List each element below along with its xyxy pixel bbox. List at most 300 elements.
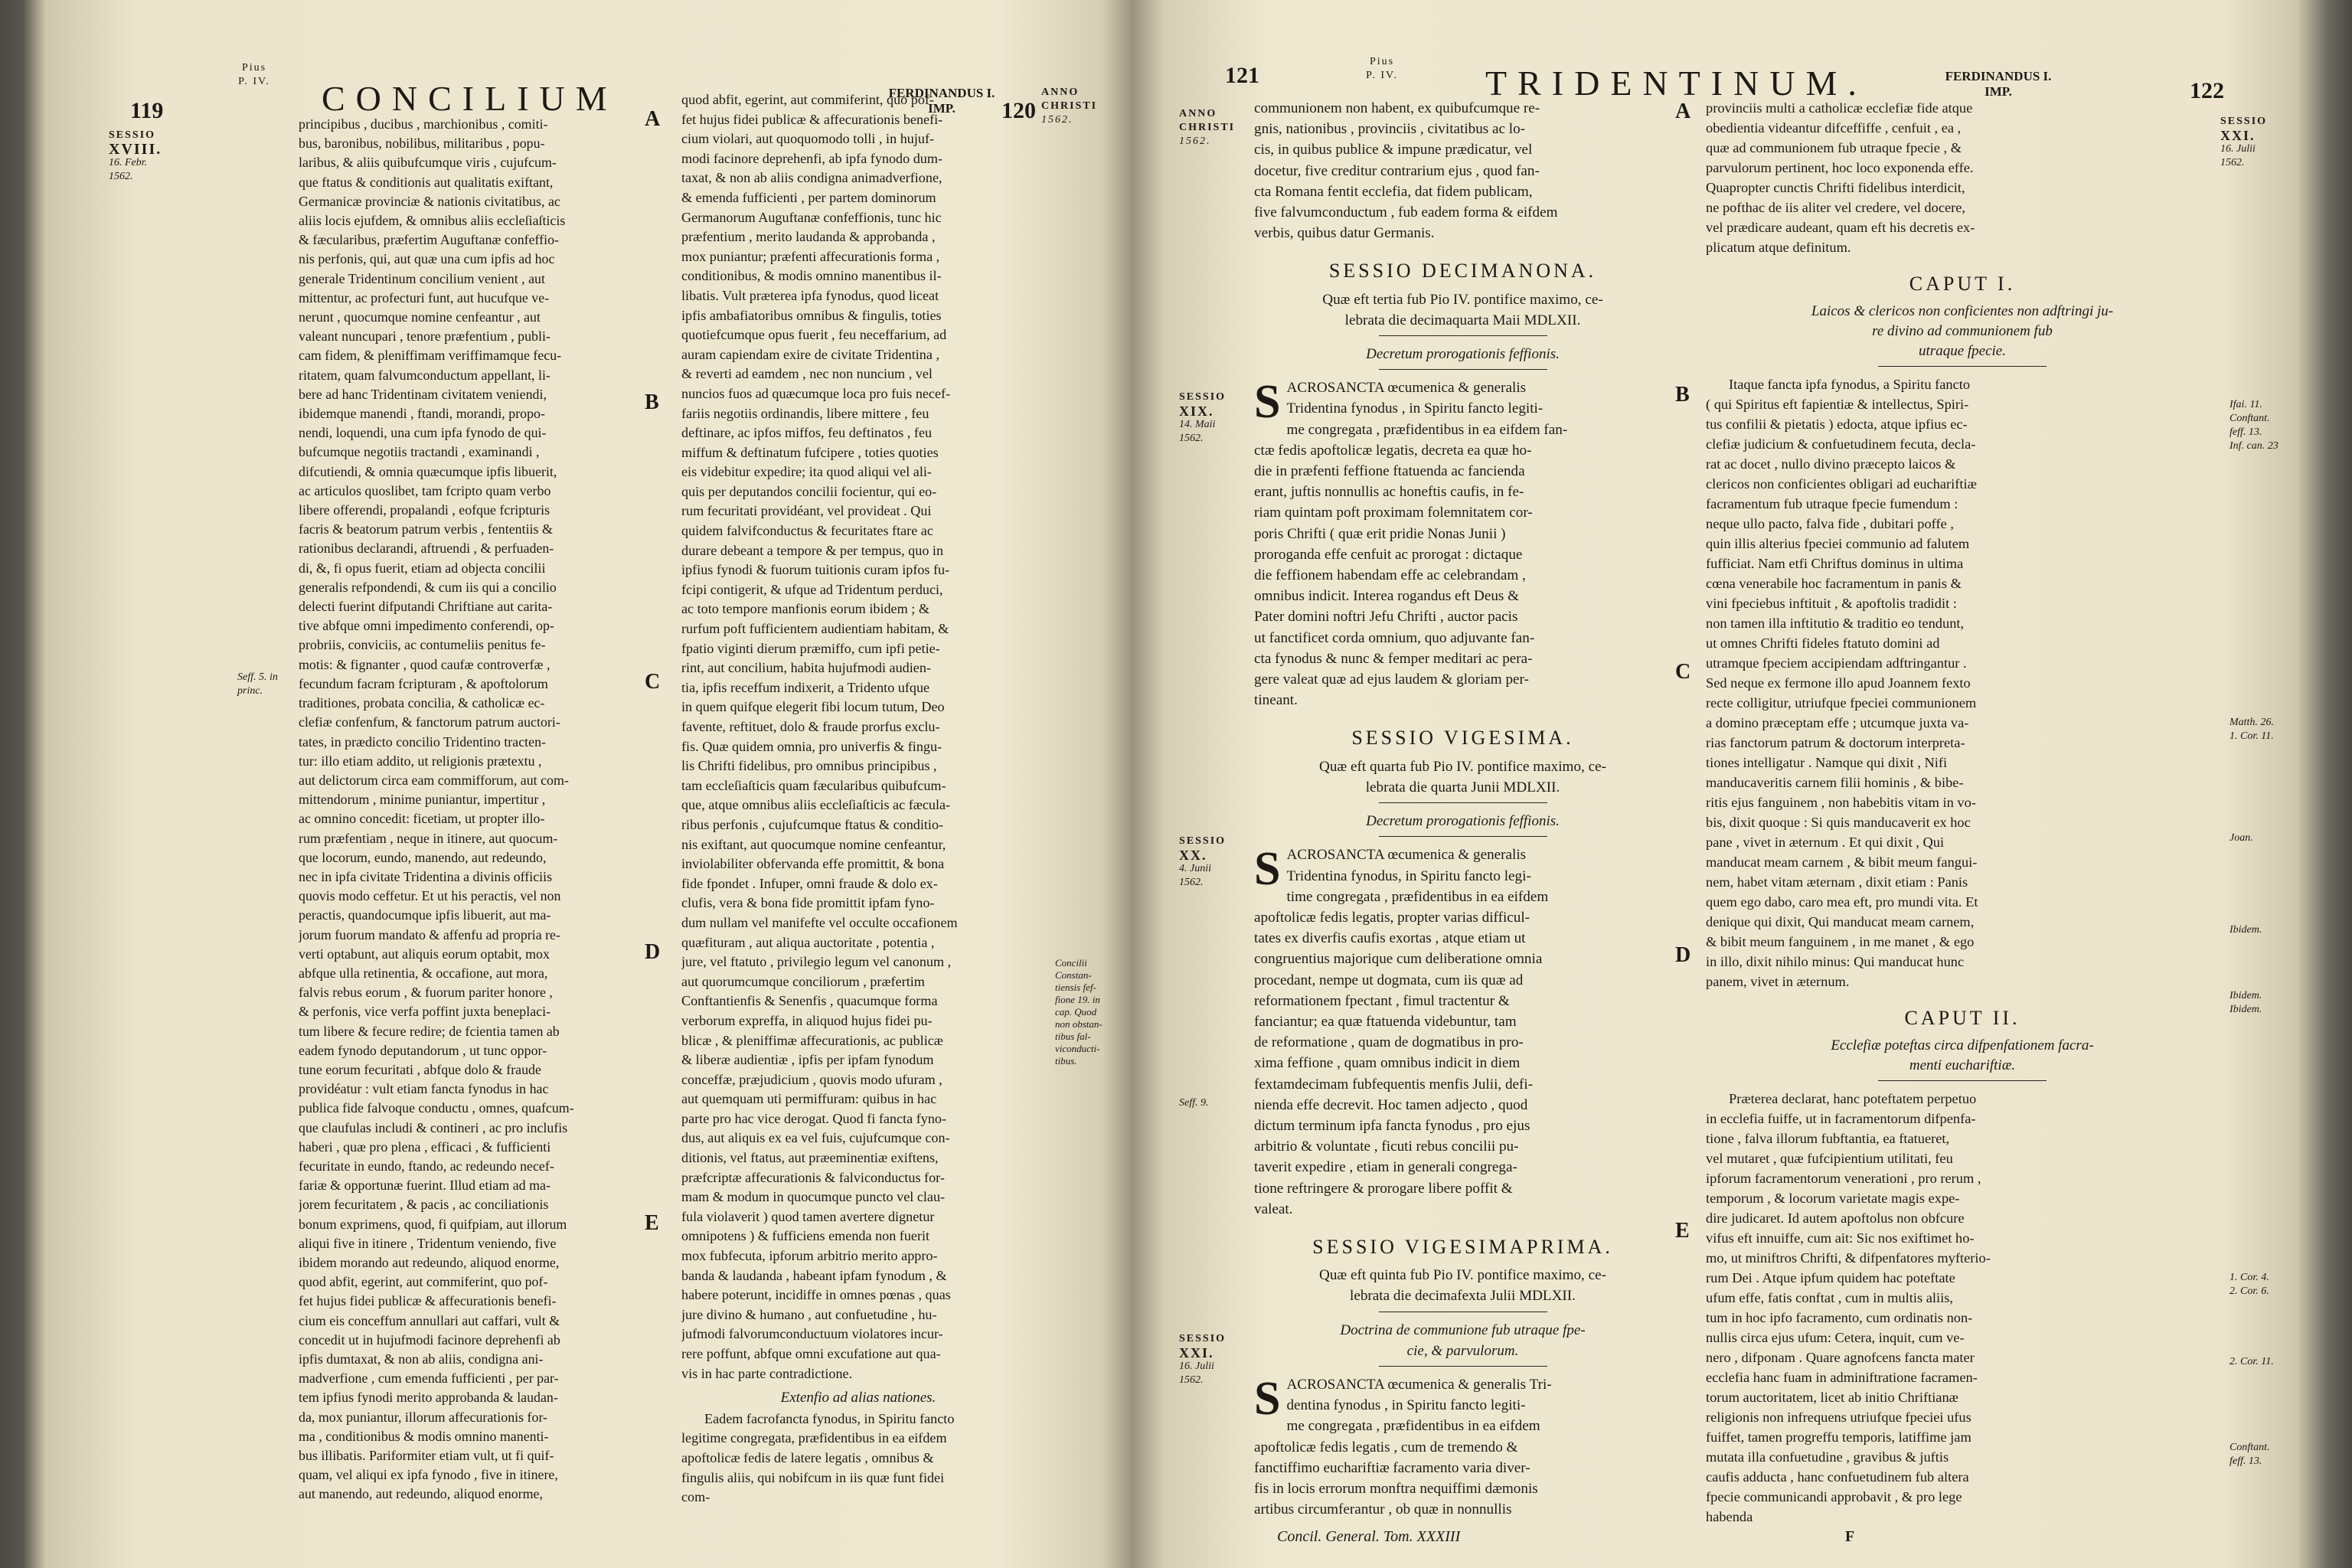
text-line: dus, aut aliquis ex ea vel fuis, cujufcumque con- xyxy=(681,1130,950,1146)
text-line: ac omnino concedit: ficetiam, ut propter illo- xyxy=(299,811,545,827)
section-letter-b: B xyxy=(1675,383,1690,407)
text-line: fingulis aliis, qui nobifcum in iis quæ funt fidei xyxy=(681,1469,945,1485)
rule-line xyxy=(1379,335,1547,336)
text-line: mutata illa confuetudine , gravibus & juftis xyxy=(1706,1449,1949,1465)
text-line: ibidem morando aut redeundo, aliquod enorme, xyxy=(299,1254,560,1270)
text-line: me congregata , præfidentibus in ea eifdem fan- xyxy=(1286,421,1568,438)
text-line: publica fide falvoque conductu , omnes, quafcum- xyxy=(299,1100,574,1116)
left-page xyxy=(46,0,1118,1568)
text-line: miffum & deftinatum fufcipere , toties quoties xyxy=(681,444,939,460)
session-heading: SESSIO DECIMANONA. xyxy=(1328,260,1597,283)
text-line: cium eis conceffum annullari aut caffari, vult & xyxy=(299,1312,560,1328)
text-line: vifus eft innuiffe, cum ait: Sic nos exiftimet ho- xyxy=(1706,1230,1975,1246)
doctrina-title: Doctrina de communione fub utraque fpe- xyxy=(1340,1321,1586,1338)
emperor-name: FERDINANDUS I. IMP. xyxy=(1945,69,2052,99)
text-line: ecclefia hanc fuam in adminiftratione facramen- xyxy=(1706,1370,1978,1385)
text-line: & liberæ audientiæ , ipfis per ipfam fynodum xyxy=(681,1052,934,1068)
text-line: aliis locis ejufdem, & omnibus aliis eccleſiaſticis xyxy=(299,213,566,229)
running-title: TRIDENTINUM. xyxy=(1485,64,1867,103)
text-line: rum fecuritati providéant, vel provideat . Qui xyxy=(681,503,932,519)
text-line: que ftatus & conditionis aut qualitatis exiftant, xyxy=(299,174,554,190)
text-line: in ecclefia fuiffe, ut in facramentorum difpenfa- xyxy=(1706,1111,1976,1126)
drop-cap: S xyxy=(1254,376,1281,429)
text-line: cam fidem, & pleniffimam veriffimamque fecu- xyxy=(299,348,562,364)
text-line: quovis modo ceffetur. Et ut his peractis, vel non xyxy=(299,888,561,904)
text-line: inviolabiliter obfervanda effe promittit, & bona xyxy=(681,856,945,872)
rule-line xyxy=(1379,836,1547,837)
text-line: jorem fecuritatem , & pacis , ac conciliationis xyxy=(299,1197,549,1213)
text-line: dum nullam vel manifefte vel occulte occafionem xyxy=(681,914,958,930)
text-line: fecundum facram fcripturam , & apoftolorum xyxy=(299,675,548,691)
text-line: quin illis alterius fpeciei communio ad falutem xyxy=(1706,536,1970,551)
text-line: cœna venerabile hoc facramentum in panis & xyxy=(1706,576,1962,591)
text-line: die in præfenti feffione ftatuenda ac fancienda xyxy=(1254,463,1525,480)
text-line: fpecie communicandi approbavit , & pro lege xyxy=(1706,1489,1962,1504)
session-20-text xyxy=(1254,844,1671,1220)
text-line: conditionibus, & modis omnino manentibus il- xyxy=(681,268,942,284)
text-line: docetur, five creditur contrarium ejus , quod fan- xyxy=(1254,162,1540,179)
text-line: tates ex diverfis caufis exortas , atque etiam ut xyxy=(1254,930,1526,947)
text-line: & perfonis, vice verfa poffint juxta beneplaci- xyxy=(299,1004,551,1020)
text-line: aliqui five in itinere , Tridentum veniendo, five xyxy=(299,1235,557,1251)
text-line: nullis circa ejus ufum: Cetera, inquit, cum ve- xyxy=(1706,1330,1965,1345)
session-heading: SESSIO VIGESIMA. xyxy=(1351,727,1574,750)
text-line: haberi , quæ pro plena , efficaci , & fufficienti xyxy=(299,1138,551,1155)
text-line: me congregata , præfidentibus in ea eifdem xyxy=(1286,1418,1540,1435)
text-line: rationibus declarandi, aftruendi , & perfuaden- xyxy=(299,541,554,557)
text-line: religionis non infrequens utriufque fpeciei ufus xyxy=(1706,1410,1971,1425)
text-line: clefiæ confenfum, & fanctorum patrum auctori- xyxy=(299,714,560,730)
text-line: fextamdecimam fubfequentis menfis Julii, defi- xyxy=(1254,1076,1534,1093)
chapter-subtitle: Ecclefiæ poteftas circa difpenfationem facra- xyxy=(1831,1037,2094,1054)
text-line: generale Tridentinum concilium venient , aut xyxy=(299,270,545,286)
text-line: deftinare, ac ipfos miffos, feu deftinatos , feu xyxy=(681,425,933,441)
pope-name: Pius P. IV. xyxy=(238,62,270,87)
text-line: ufum effe, fatis conftat , cum in multis aliis, xyxy=(1706,1290,1953,1305)
margin-session-21: SESSIO XXI. 16. Julii 1562. xyxy=(1179,1333,1227,1386)
text-line: apoftolicæ fedis legatis , cum de tremendo & xyxy=(1254,1439,1518,1455)
text-line: lis Chrifti fidelibus, pro omnibus principibus , xyxy=(681,758,937,774)
text-line: tune eorum fecuritati , abfque dolo & fraude xyxy=(299,1061,541,1077)
signature-letter: F xyxy=(1845,1528,1855,1545)
section-subhead: Extenfio ad alias nationes. xyxy=(780,1390,936,1406)
text-line: rurfum poft fufficientem audientiam habitam, & xyxy=(681,621,949,637)
text-line: motis: & fignanter , quod caufæ controverfæ , xyxy=(299,656,550,672)
text-line: in quem quifque elegerit fibi locum tutum, Deo xyxy=(681,699,945,715)
section-letter-d: D xyxy=(645,940,661,964)
text-line: quotiefcumque opus fuerit , feu neceffarium, ad xyxy=(681,327,947,343)
text-line: bonum exprimens, quod, fi quifpiam, aut illorum xyxy=(299,1216,567,1232)
text-line: nerunt , quocumque nomine cenfeantur , aut xyxy=(299,309,541,325)
text-line: parte pro hac vice derogat. Quod fi fancta fyno- xyxy=(681,1110,947,1126)
text-line: dentina fynodus , in Spiritu fancto legiti- xyxy=(1286,1397,1526,1414)
text-line: obedientia videantur difceffiffe , cenfuit , ea , xyxy=(1706,120,1962,136)
section-letter-e: E xyxy=(645,1211,659,1235)
margin-reference: Matth. 26. 1. Cor. 11. xyxy=(2230,717,2274,742)
text-line: Quapropter cunctis Chrifti fidelibus interdicit, xyxy=(1706,180,1965,195)
text-line: Sed neque ex fermone illo apud Joannem fexto xyxy=(1706,675,1971,691)
text-line: auram capiendam exire de civitate Tridentina , xyxy=(681,346,939,362)
text-line: ne pofthac de iis aliter vel credere, vel docere, xyxy=(1706,200,1966,215)
text-line: ritis ejus fanguinem , non habebitis vitam in vo- xyxy=(1706,795,1976,810)
margin-reference: Joan. xyxy=(2230,832,2253,844)
text-line: aut manendo, aut redeundo, aliquod enorme, xyxy=(299,1486,543,1502)
text-line: præfcriptæ affecurationis & falviconductus for- xyxy=(681,1169,945,1185)
text-line: & reverti ad eamdem , nec non nuncium , vel xyxy=(681,366,933,382)
text-line: panem, vivet in æternum. xyxy=(1706,974,1850,989)
chapter-subtitle: menti euchariftiæ. xyxy=(1909,1057,2016,1073)
text-line: pane , vivet in æternum . Et qui dixit , Qui xyxy=(1706,835,1945,850)
text-line: Germanicæ provinciæ & nationis civitatibus, ac xyxy=(299,193,560,209)
text-line: caufis adducta , hanc confuetudinem fub altera xyxy=(1706,1469,1969,1485)
text-line: verbis, quibus datur Germanis. xyxy=(1254,225,1435,242)
text-line: fuiffet, tamen progreffu temporis, latiffime jam xyxy=(1706,1429,1971,1445)
text-line: nendi, loquendi, una cum ipfa fynodo de qui- xyxy=(299,425,547,441)
text-line: ditionis, vel ftatus, aut præeminentiæ exiftens, xyxy=(681,1150,939,1166)
page-number: 122 xyxy=(2190,78,2224,103)
text-line: facris & beatorum patrum verbis , fententiis & xyxy=(299,521,553,537)
text-line: Præterea declarat, hanc poteftatem perpetuo xyxy=(1729,1091,1977,1106)
text-line: fufficiat. Nam etfi Chriftus dominus in ultima xyxy=(1706,556,1964,571)
text-line: Germanorum Auguftanæ confeffionis, tunc hic xyxy=(681,209,942,225)
text-line: mittendorum , minime puniantur, impertitur , xyxy=(299,792,546,808)
text-line: & emenda fufficienti , per partem dominorum xyxy=(681,189,936,205)
text-line: falvis rebus eorum , & fuorum pariter honore , xyxy=(299,985,553,1001)
text-line: vel prædicare audeant, quam eft his decretis ex- xyxy=(1706,220,1975,235)
text-line: cta fynodus & nunc & femper meditari ac pera- xyxy=(1254,650,1533,667)
margin-note: Seff. 5. in princ. xyxy=(237,671,278,697)
text-line: jure, vel ftatuto , privilegio legum vel canonum , xyxy=(681,954,952,970)
text-line: verti optabunt, aut aliquis eorum optabit, mox xyxy=(299,946,550,962)
margin-session-20: SESSIO XX. 4. Junii 1562. xyxy=(1179,835,1227,888)
margin-reference: 2. Cor. 11. xyxy=(2230,1356,2274,1367)
session-subtitle: lebrata die decimafexta Julii MDLXII. xyxy=(1350,1288,1576,1305)
text-line: cium violari, aut quoquomodo tolli , in hujuf- xyxy=(681,131,935,147)
margin-session: SESSIO XVIII. 16. Febr. 1562. xyxy=(109,129,162,182)
text-line: a domino præceptam effe ; utcumque juxta va- xyxy=(1706,715,1969,730)
text-line: verborum expreffa, in aliquod hujus fidei pu- xyxy=(681,1012,933,1028)
chapter-subtitle: Laicos & clericos non conficientes non adftringi ju- xyxy=(1811,303,2114,319)
text-line: difcutiendi, & omnia quæcumque ipfis libuerit, xyxy=(299,463,557,479)
text-line: conceffæ, præjudicium , quovis modo ufuram , xyxy=(681,1071,942,1087)
text-line: durare debeant a tempore & per tempus, quo in xyxy=(681,542,944,558)
right-column-1 xyxy=(1254,98,1671,1520)
left-column-2 xyxy=(681,90,1035,1508)
page-number-inner: 120 xyxy=(1001,98,1036,123)
text-line: rat ac docet , nullo divino præcepto laicos & xyxy=(1706,456,1956,472)
text-line: vini fpeciebus inftituit , & apoftolis tradidit : xyxy=(1706,596,1957,611)
text-line: tem ipfius fynodi merito approbanda & laudan- xyxy=(299,1390,558,1406)
right-page xyxy=(1164,0,2312,1568)
text-line: di, &, fi opus fuerit, etiam ad objecta concilii xyxy=(299,560,546,576)
section-letter-b: B xyxy=(645,390,659,414)
text-line: legitime congregata, præfidentibus in ea eifdem xyxy=(681,1430,947,1446)
page-number: 119 xyxy=(130,98,164,123)
text-line: delecti fuerint difputandi Chriftiane aut carita- xyxy=(299,599,553,615)
text-line: fanctiffimo euchariftiæ facramento varia diver- xyxy=(1254,1459,1530,1476)
text-line: tive abfque omni impedimento conferendi, op- xyxy=(299,618,554,634)
text-line: denique qui dixit, Qui manducat meam carnem, xyxy=(1706,914,1975,929)
text-line: fis. Quæ quidem omnia, pro univerfis & fingu- xyxy=(681,738,942,754)
text-line: quod abfit, egerint, aut commiferint, quo pof- xyxy=(681,92,934,107)
running-head-right xyxy=(1164,47,2312,101)
text-line: com- xyxy=(681,1489,710,1505)
session-21-text xyxy=(1254,1374,1671,1520)
text-line: rere poffunt, abfque omni excufatione aut qua- xyxy=(681,1346,941,1361)
text-line: traditiones, probata concilia, & catholicæ ec- xyxy=(299,695,545,711)
margin-reference: Conftant. feff. 13. xyxy=(2230,1442,2270,1467)
text-line: habere poterunt, incidiffe in omnes pœnas , quas xyxy=(681,1287,951,1303)
text-line: aut delictorum circa eam commifforum, aut com- xyxy=(299,772,569,788)
text-line: fpatio viginti dierum præmiffo, cum ipfi petie- xyxy=(681,640,940,656)
rule-line xyxy=(1379,802,1547,803)
running-title: CONCILIUM xyxy=(322,79,618,118)
text-line: vel mutaret , quæ fufcipientium utilitati, feu xyxy=(1706,1151,1953,1166)
text-line: utramque fpeciem accipiendam adftringantur . xyxy=(1706,655,1967,671)
text-line: rum Dei . Atque ipfum quidem hac poteftate xyxy=(1706,1270,1955,1285)
text-line: ac articulos quoslibet, tam fcripto quam verbo xyxy=(299,482,551,498)
page-number-inner: 121 xyxy=(1225,63,1259,88)
pope-name: Pius P. IV. xyxy=(1366,56,1398,81)
text-line: Pater domini noftri Jefu Chrifti , auctor pacis xyxy=(1254,609,1518,626)
text-line: jure divino & humano , aut confuetudine , hu- xyxy=(681,1306,937,1322)
text-line: nis perfonis, qui, aut quæ una cum ipfis ad hoc xyxy=(299,251,555,267)
text-line: banda & laudanda , habeant ipfam fynodum , & xyxy=(681,1267,947,1283)
text-line: providéatur : vult etiam fancta fynodus in hac xyxy=(299,1081,549,1097)
text-line: habenda xyxy=(1706,1509,1753,1524)
text-line: abfque ulla retinentia, & occafione, aut mora, xyxy=(299,965,548,981)
text-line: & bibit meum fanguinem , in me manet , & ego xyxy=(1706,934,1975,949)
text-line: reformationem fpectant , fimul tractentur & xyxy=(1254,992,1510,1009)
signature-line: Concil. General. Tom. XXXIII xyxy=(1277,1528,1461,1545)
text-line: fula violaverit ) quod tamen avertere dignetur xyxy=(681,1208,935,1224)
text-line: non tamen illa inftitutio & traditio eo tendunt, xyxy=(1706,616,1965,631)
text-line: peractis, quandocumque ipfis libuerit, aut ma- xyxy=(299,907,551,923)
text-line: ( qui Spiritus eft fapientiæ & intellectus, Spiri- xyxy=(1706,397,1969,412)
text-line: Eadem facrofancta fynodus, in Spiritu fancto xyxy=(704,1410,955,1426)
text-line: ribus perfonis , cujufcumque ftatus & conditio- xyxy=(681,816,944,832)
text-line: libatis. Vult præterea ipfa fynodus, quod liceat xyxy=(681,287,939,303)
text-line: fis in locis errorum monftra nequiffimi dæmonis xyxy=(1254,1480,1538,1497)
text-line: modi facinore deprehenfi, ab ipfa fynodo dum- xyxy=(681,150,943,166)
text-line: tione reftringere & prorogare libere poffit & xyxy=(1254,1180,1513,1197)
text-line: valeant nuncupari , tenore præfentium , publi- xyxy=(299,328,550,345)
text-line: clufis, vera & bona fide promittit ipfam fyno- xyxy=(681,895,935,911)
section-letter-a: A xyxy=(1675,100,1691,123)
text-line: quidem falvifconductus & fecuritates ftare ac xyxy=(681,523,933,539)
text-line: probriis, conviciis, ac contumeliis penitus fe- xyxy=(299,637,546,653)
text-line: fecuritate in eundo, ftando, ac redeundo necef- xyxy=(299,1158,554,1174)
text-line: congruentius majorique cum deliberatione omnia xyxy=(1254,951,1543,968)
text-line: rum præfentiam , neque in itinere, aut quocum- xyxy=(299,830,558,846)
text-line: manducaveritis carnem filii hominis , & bibe- xyxy=(1706,775,1964,790)
text-line: nuncios fuos ad quæcumque loca pro fuis necef- xyxy=(681,385,951,401)
text-line: taverit expedire , etiam in generali congrega- xyxy=(1254,1159,1517,1176)
text-line: erant, juftis nonnullis ac honeftis caufis, in fe- xyxy=(1254,484,1524,501)
session-subtitle: Quæ eft quinta fub Pio IV. pontifice maximo, ce- xyxy=(1319,1267,1606,1284)
text-line: rint, aut concilium, habita hujufmodi audien- xyxy=(681,660,931,676)
text-line: tus confilii & pietatis ) edocta, atque ipfius ec- xyxy=(1706,416,1968,432)
text-line: bus, baronibus, nobilibus, militaribus , popu- xyxy=(299,136,545,152)
text-line: omnibus indicit. Interea rogandus eft Deus & xyxy=(1254,588,1520,605)
text-line: jorum fuorum mandato & affenfu ad propria re- xyxy=(299,926,560,942)
text-line: mo, ut miniftros Chrifti, & difpenfatores myfterio- xyxy=(1706,1250,1991,1266)
text-line: ipfis ambafiatoribus omnibus & fingulis, toties xyxy=(681,307,942,323)
emperor-name: FERDINANDUS I. IMP. xyxy=(888,86,995,116)
text-line: apoftolicæ fedis legatis, propter varias difficul- xyxy=(1254,909,1530,926)
text-line: provinciis multi a catholicæ ecclefiæ fide atque xyxy=(1706,100,1973,116)
section-letter-c: C xyxy=(645,670,661,694)
text-line: nis exiftant, aut quocumque nomine cenfeantur, xyxy=(681,836,946,852)
text-line: ACROSANCTA œcumenica & generalis xyxy=(1286,380,1527,397)
margin-session-21-right: SESSIO XXI. 16. Julii 1562. xyxy=(2220,116,2268,168)
text-line: quis per deputandos concilii focientur, qui eo- xyxy=(681,483,937,499)
section-letter-d: D xyxy=(1675,943,1691,967)
rule-line xyxy=(1379,369,1547,370)
text-line: mittentur, ac profecturi funt, aut hucufque ve- xyxy=(299,289,550,305)
text-line: quam, vel aliqui ex ipfa fynodo , five in itinere, xyxy=(299,1467,558,1483)
text-line: clericos non conficientes obligari ad euchariftiæ xyxy=(1706,476,1977,492)
text-line: ut fanctificet corda omnium, quo adjuvante fan- xyxy=(1254,629,1535,646)
text-line: ACROSANCTA œcumenica & generalis xyxy=(1286,847,1527,864)
text-line: aut quemquam uti permiffuram: quibus in hac xyxy=(681,1091,937,1107)
drop-cap: S xyxy=(1254,1372,1281,1425)
text-line: ac toto tempore manfionis eorum ibidem ; & xyxy=(681,601,929,617)
text-line: generalis refpondendi, & cum iis qui a concilio xyxy=(299,579,557,595)
text-line: de reformatione , quam de dogmatibus in pro- xyxy=(1254,1034,1524,1051)
text-line: tum libere & fecure redire; de fcientia tamen ab xyxy=(299,1023,560,1039)
margin-reference: Ifai. 11. Conftant. feff. 13. Inf. can. 23 xyxy=(2230,399,2278,452)
text-line: da, mox puniantur, illorum affecurationis for- xyxy=(299,1409,548,1425)
text-line: que claufulas includi & contineri , ac pro inclufis xyxy=(299,1119,568,1135)
text-line: facramentum fub utraque fpecie fumendum : xyxy=(1706,496,1958,511)
text-line: bus illibatis. Pariformiter etiam vult, ut fi quif- xyxy=(299,1448,554,1464)
text-line: apoftolicæ fedis de latere legatis , omnibus & xyxy=(681,1449,934,1465)
text-line: neque ullo pacto, falva fide , dubitari poffe , xyxy=(1706,516,1954,531)
text-line: eadem fynodo deputandorum , ut tunc oppor- xyxy=(299,1042,547,1058)
session-subtitle: lebrata die quarta Junii MDLXII. xyxy=(1365,779,1560,795)
text-line: tur: illo etiam addito, ut religionis prætextu , xyxy=(299,753,542,769)
text-line: fcipi contigerit, & ufque ad Tridentum perduci, xyxy=(681,581,943,597)
text-line: ma , conditionibus & modis omnino manenti- xyxy=(299,1428,549,1444)
text-line: eis videbitur expedire; ita quod aliqui vel ali- xyxy=(681,464,932,480)
text-line: tia, ipfis receffum indixerit, a Tridento ufque xyxy=(681,679,930,695)
text-line: concedit ut in hujufmodi facinore deprehenfi ab xyxy=(299,1331,560,1348)
session-19-text xyxy=(1254,377,1671,710)
text-line: ipforum facramentorum venerationi , pro rerum , xyxy=(1706,1171,1981,1186)
text-line: mox puniantur; præfenti affecurationis forma , xyxy=(681,248,940,264)
decretum-title: Decretum prorogationis feffionis. xyxy=(1366,346,1560,363)
text-line: tiones intelligatur . Namque qui dixit , Nifi xyxy=(1706,755,1948,770)
text-line: Itaque fancta ipfa fynodus, a Spiritu fancto xyxy=(1729,377,1971,392)
text-line: time congregata , præfidentibus in ea eifdem xyxy=(1286,888,1549,905)
text-line: fet hujus fidei publicæ & affecurationis benefi- xyxy=(681,111,943,127)
text-line: xima feffione , quam omnibus indicit in diem xyxy=(1254,1055,1521,1072)
text-line: bis, dixit quoque : Si quis manducaverit ex hoc xyxy=(1706,815,1971,830)
right-column-2 xyxy=(1706,98,2219,1527)
text-line: ACROSANCTA œcumenica & generalis Tri- xyxy=(1286,1376,1552,1393)
margin-note: Seff. 9. xyxy=(1179,1097,1209,1109)
text-line: procedant, nempe ut dogmata, cum iis quæ ad xyxy=(1254,972,1524,988)
text-line: mam & modum in quocumque puncto vel clau- xyxy=(681,1189,946,1205)
text-line: aut quorumcumque conciliorum , præfertim xyxy=(681,973,925,989)
text-line: recte colligitur, utriufque fpeciei communionem xyxy=(1706,695,1977,710)
rule-line xyxy=(1878,1080,2047,1081)
text-line: die feffionem habendam effe ac celebrandam , xyxy=(1254,567,1526,584)
text-line: riam quintam poft proximam folemnitatem cor- xyxy=(1254,505,1533,521)
text-line: laribus, & aliis quibufcumque viris , cujufcum- xyxy=(299,155,557,171)
text-line: rias fanctorum patrum & doctorum interpreta- xyxy=(1706,735,1965,750)
text-line: tam eccleſiaſticis quam fæcularibus quibufcum- xyxy=(681,777,946,793)
text-line: nienda effe decrevit. Hoc tamen adjecto , quod xyxy=(1254,1096,1528,1113)
text-line: principibus , ducibus , marchionibus , comiti- xyxy=(299,116,548,132)
text-line: dire judicaret. Id autem apoftolus non obfcure xyxy=(1706,1210,1965,1226)
text-line: nero , difponam . Quare agnofcens fancta mater xyxy=(1706,1350,1975,1365)
text-line: favente, reftituet, dolo & fraude prorfus exclu- xyxy=(681,719,940,734)
session-subtitle: Quæ eft tertia fub Pio IV. pontifice maximo, ce- xyxy=(1322,291,1603,308)
text-line: tione , falva illorum fubftantia, ea ftatueret, xyxy=(1706,1131,1950,1146)
text-line: communionem non habent, ex quibufcumque re- xyxy=(1254,100,1540,116)
text-line: tum in hoc ipfo facramento, cum ordinatis non- xyxy=(1706,1310,1973,1325)
chapter-heading: CAPUT II. xyxy=(1904,1007,2020,1029)
text-line: tineant. xyxy=(1254,692,1298,709)
rule-line xyxy=(1379,1366,1547,1367)
left-column-1 xyxy=(299,115,639,1504)
rule-line xyxy=(1878,366,2047,367)
text-line: fet hujus fidei publicæ & affecurationis benefi- xyxy=(299,1293,557,1309)
text-line: dictum terminum ipfa fancta fynodus , pro ejus xyxy=(1254,1117,1530,1134)
text-line: gere valeat quæ ad ejus laudem & gloriam per- xyxy=(1254,671,1529,688)
text-line: Tridentina fynodus, in Spiritu fancto legi- xyxy=(1286,867,1531,884)
text-line: quod abfit, egerint, aut commiferint, quo pof- xyxy=(299,1274,548,1290)
text-line: bufcumque negotiis tractandi , examinandi , xyxy=(299,444,540,460)
text-line: que, atque omnibus aliis eccleſiaſticis ac fæcula- xyxy=(681,797,951,813)
text-line: ut omnes Chrifti fideles ftatuto domini ad xyxy=(1706,635,1940,651)
text-line: que locorum, eundo, manendo, aut redeundo, xyxy=(299,849,547,865)
text-line: bere ad hanc Tridentinam civitatem veniendi, xyxy=(299,386,547,402)
text-line: five falvumconductum , fub eadem forma & eifdem xyxy=(1254,204,1558,221)
text-line: clefiæ judicium & confuetudinem fecuta, decla- xyxy=(1706,436,1976,452)
text-line: jufmodi falvorumconductuum violatores incur- xyxy=(681,1326,943,1342)
doctrina-title: cie, & parvulorum. xyxy=(1406,1342,1519,1359)
text-line: ipfis dumtaxat, & non ab aliis, condigna ani- xyxy=(299,1351,544,1367)
text-line: proroganda effe cenfuit ac prorogat : dictaque xyxy=(1254,546,1523,563)
text-line: omnipotens ) & fufficiens emenda non fuerit xyxy=(681,1228,930,1244)
margin-year: ANNO CHRISTI 1562. xyxy=(1179,108,1236,147)
text-line: madverfione , cum emenda fufficienti , per par- xyxy=(299,1370,559,1387)
chapter-heading: CAPUT I. xyxy=(1909,273,2016,295)
text-line: ctæ fedis apoftolicæ legatis, decreta ea quæ ho- xyxy=(1254,442,1532,459)
text-line: cta Romana fentit ecclefia, dat fidem publicam, xyxy=(1254,183,1533,200)
session-subtitle: lebrata die decimaquarta Maii MDLXII. xyxy=(1344,312,1581,328)
text-line: fariæ & opportunæ fuerint. Illud etiam ad ma- xyxy=(299,1178,550,1194)
text-line: artibus circumferantur , ob quæ in nonnullis xyxy=(1254,1501,1512,1518)
text-line: fide fpondet . Infuper, omni fraude & dolo ex- xyxy=(681,875,938,891)
text-line: nec in ipfa civitate Tridentina a divinis officiis xyxy=(299,868,553,884)
margin-reference: Concilii Constan- tiensis fef- fione 19. in cap. Quod non obstan- tibus fal- viconducti- tibus. xyxy=(1055,957,1102,1067)
text-line: fanciantur; ea quæ ftatuenda videbuntur, tam xyxy=(1254,1013,1517,1030)
session-subtitle: Quæ eft quarta fub Pio IV. pontifice maximo, ce- xyxy=(1319,758,1606,775)
text-line: ipfius fynodi & fuorum tuitionis curam ipfos fu- xyxy=(681,562,950,578)
text-line: & fæcularibus, præfertim Auguftanæ confeffio- xyxy=(299,232,560,248)
text-line: quæ ad communionem fub utraque fpecie , & xyxy=(1706,140,1962,155)
text-line: gnis, nationibus , provinciis , civitatibus ac lo- xyxy=(1254,121,1526,138)
margin-session-19: SESSIO XIX. 14. Maii 1562. xyxy=(1179,391,1227,444)
text-line: torum auctoritatem, licet ab initio Chriftianæ xyxy=(1706,1390,1958,1405)
text-line: parvulorum pertinent, hoc loco exponenda effe. xyxy=(1706,160,1974,175)
chapter-subtitle: re divino ad communionem fub xyxy=(1872,323,2053,339)
margin-reference: 1. Cor. 4. 2. Cor. 6. xyxy=(2230,1272,2269,1297)
